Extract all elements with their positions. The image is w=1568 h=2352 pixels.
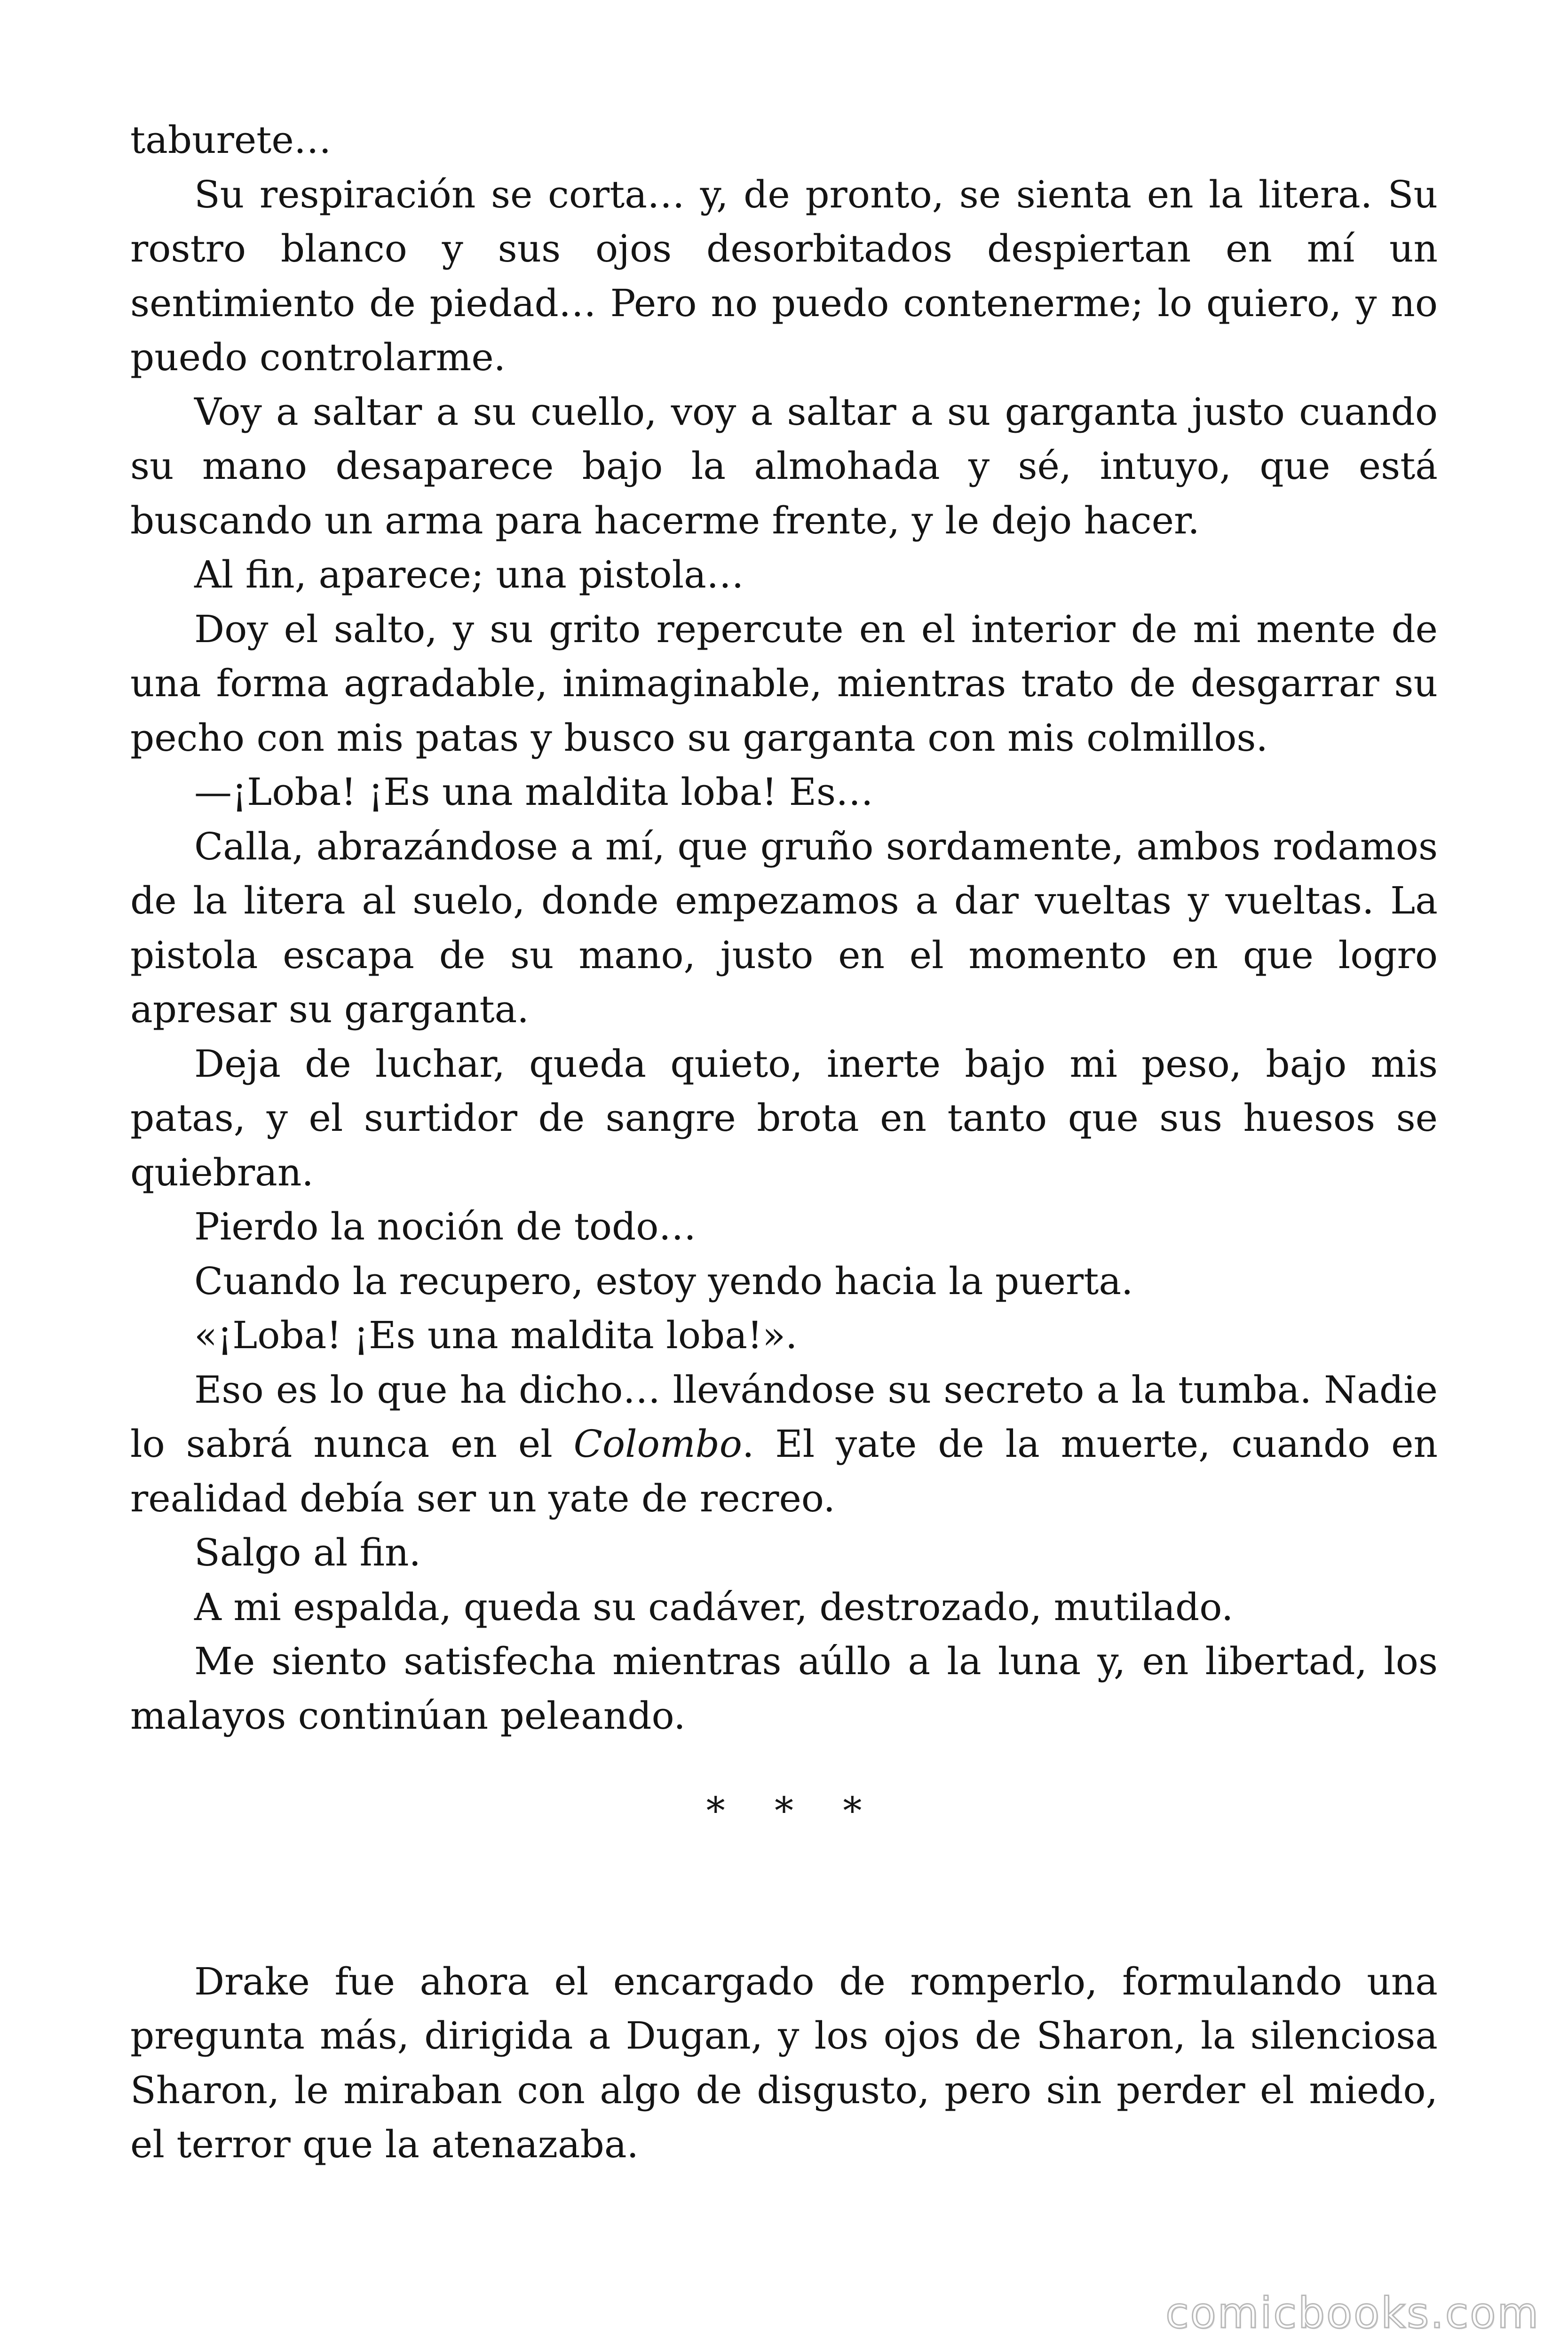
- paragraph-with-italic: [130, 1363, 1438, 1526]
- text-before-italic: Eso es lo que ha dicho… llevándose su secreto a la tumba. Nadie lo sabrá nunca en el: [130, 1367, 1438, 1466]
- paragraph: Doy el salto, y su grito repercute en el interior de mi mente de una forma agradable, inimaginable, mientras trato de desgarrar su pecho con mis patas y busco su garganta con mis colmillos.: [130, 607, 1438, 760]
- watermark-logo: comicbooks.com: [1165, 2288, 1540, 2338]
- paragraph: Salgo al fin.: [194, 1531, 421, 1574]
- paragraph: Su respiración se corta… y, de pronto, se sienta en la litera. Su rostro blanco y sus ojos desorbitados despiertan en mí un sentimiento de piedad… Pero no puedo contenerme; lo quiero, y no puedo controlarme.: [130, 172, 1438, 379]
- section-separator: * * *: [706, 1789, 881, 1833]
- italic-ship-name: Colombo: [573, 1422, 742, 1466]
- paragraph: Pierdo la noción de todo…: [194, 1205, 697, 1248]
- paragraph: Voy a saltar a su cuello, voy a saltar a su garganta justo cuando su mano desaparece bajo la almohada y sé, intuyo, que está buscando un arma para hacerme frente, y le dejo hacer.: [130, 389, 1438, 542]
- text-after-italic: . El yate de la muerte, cuando en realidad debía ser un yate de recreo.: [130, 1422, 1438, 1520]
- paragraph: Me siento satisfecha mientras aúllo a la luna y, en libertad, los malayos continúan peleando.: [130, 1639, 1438, 1738]
- paragraph: Drake fue ahora el encargado de romperlo, formulando una pregunta más, dirigida a Dugan, y los ojos de Sharon, la silenciosa Sharon, le miraban con algo de disgusto, pero sin perder el miedo, el terror que la atenazaba.: [130, 1959, 1438, 2166]
- quoted-line: «¡Loba! ¡Es una maldita loba!».: [194, 1313, 798, 1357]
- paragraph: Al fin, aparece; una pistola…: [194, 553, 744, 596]
- paragraph: A mi espalda, queda su cadáver, destrozado, mutilado.: [194, 1585, 1234, 1629]
- paragraph: Calla, abrazándose a mí, que gruño sordamente, ambos rodamos de la litera al suelo, donde empezamos a dar vueltas y vueltas. La pistola escapa de su mano, justo en el momento en que logro apresar su garganta.: [130, 824, 1438, 1031]
- dialogue-line: —¡Loba! ¡Es una maldita loba! Es…: [194, 770, 874, 814]
- paragraph: Cuando la recupero, estoy yendo hacia la puerta.: [194, 1259, 1133, 1303]
- page-body: [130, 113, 1438, 2172]
- paragraph-continuation: taburete…: [130, 118, 332, 162]
- paragraph: Deja de luchar, queda quieto, inerte bajo mi peso, bajo mis patas, y el surtidor de sangre brota en tanto que sus huesos se quiebran.: [130, 1041, 1438, 1194]
